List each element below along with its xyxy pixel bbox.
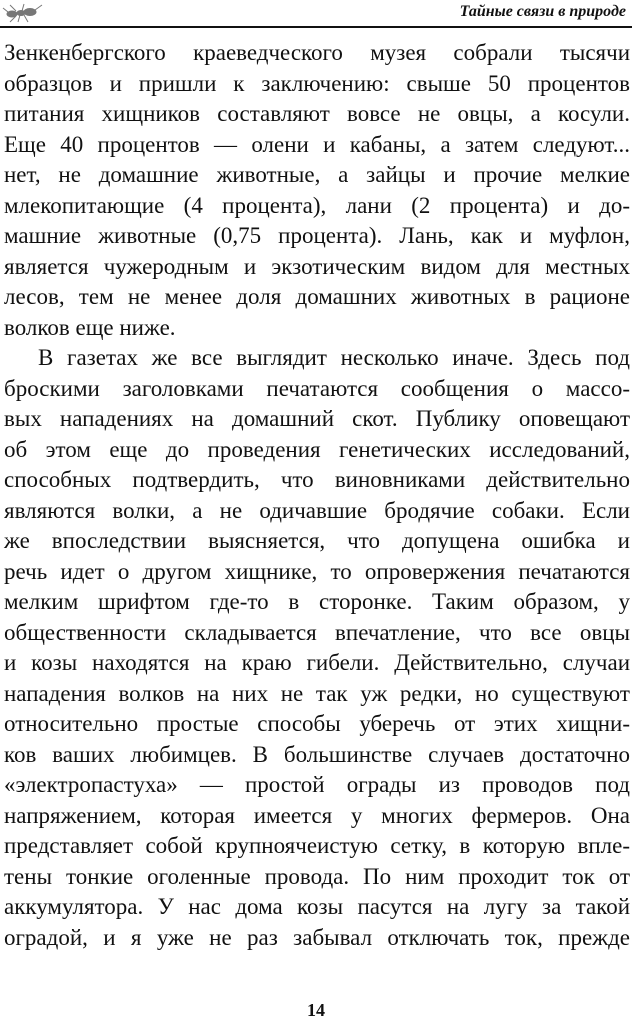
text-line: волков еще ниже. [4, 314, 176, 340]
running-header-title: Тайные связи в природе [459, 3, 626, 20]
text-line: тены тонкие оголенные провода. По ним проходит ток от [4, 863, 630, 889]
text-line: речь идет о другом хищнике, то опровержения печатаются [4, 558, 630, 584]
text-line: Зенкенбергского краеведческого музея собрали тысячи [4, 40, 630, 65]
running-header [0, 0, 632, 28]
text-line: «электропастуха» — простой ограды из проводов под [4, 772, 630, 797]
text-line: нет, не домашние животные, а зайцы и прочие мелкие [4, 162, 630, 187]
text-line: относительно простые способы уберечь от этих хищни- [4, 711, 630, 736]
text-line: В газетах же все выглядит несколько иначе. Здесь под [38, 345, 630, 370]
text-line: об этом еще до проведения генетических исследований, [4, 436, 630, 462]
text-line: аккумулятора. У нас дома козы пасутся на лугу за такой [4, 894, 630, 919]
body-text [4, 38, 630, 953]
text-line: ков ваших любимцев. В большинстве случаев достаточно [4, 741, 630, 767]
header-divider [0, 26, 632, 28]
text-line: лесов, тем не менее доля домашних животных в рационе [4, 284, 630, 309]
text-line: млекопитающие (4 процента), лани (2 процента) и до- [4, 192, 630, 218]
page-number: 14 [307, 1000, 325, 1020]
text-line: мелким шрифтом где-то в сторонке. Таким образом, у [4, 589, 630, 614]
text-line: Еще 40 процентов — олени и кабаны, а затем следуют... [4, 131, 630, 157]
text-line: и козы находятся на краю гибели. Действительно, случаи [4, 650, 630, 675]
text-line: нападения волков на них не так уж редки, но существуют [4, 680, 630, 706]
text-line: питания хищников составляют вовсе не овцы, а косули. [4, 101, 630, 126]
text-line: же впоследствии выясняется, что допущена ошибка и [4, 528, 630, 553]
text-line: броскими заголовками печатаются сообщения о массо- [4, 375, 630, 401]
text-line: являются волки, а не одичавшие бродячие собаки. Если [4, 497, 630, 523]
text-line: представляет собой крупноячеистую сетку, в которую впле- [4, 833, 630, 858]
text-line: оградой, и я уже не раз забывал отключать ток, прежде [4, 924, 630, 950]
text-line: образцов и пришли к заключению: свыше 50 процентов [4, 70, 630, 96]
ant-emblem-icon [2, 2, 46, 24]
text-line: способных подтвердить, что виновниками действительно [4, 467, 630, 492]
text-line: является чужеродным и экзотическим видом для местных [4, 253, 630, 279]
text-line: общественности складывается впечатление, что все овцы [4, 619, 630, 645]
text-line: машние животные (0,75 процента). Лань, как и муфлон, [4, 223, 630, 248]
text-line: вых нападениях на домашний скот. Публику оповещают [4, 406, 630, 431]
text-line: напряжением, которая имеется у многих фермеров. Она [4, 802, 630, 828]
